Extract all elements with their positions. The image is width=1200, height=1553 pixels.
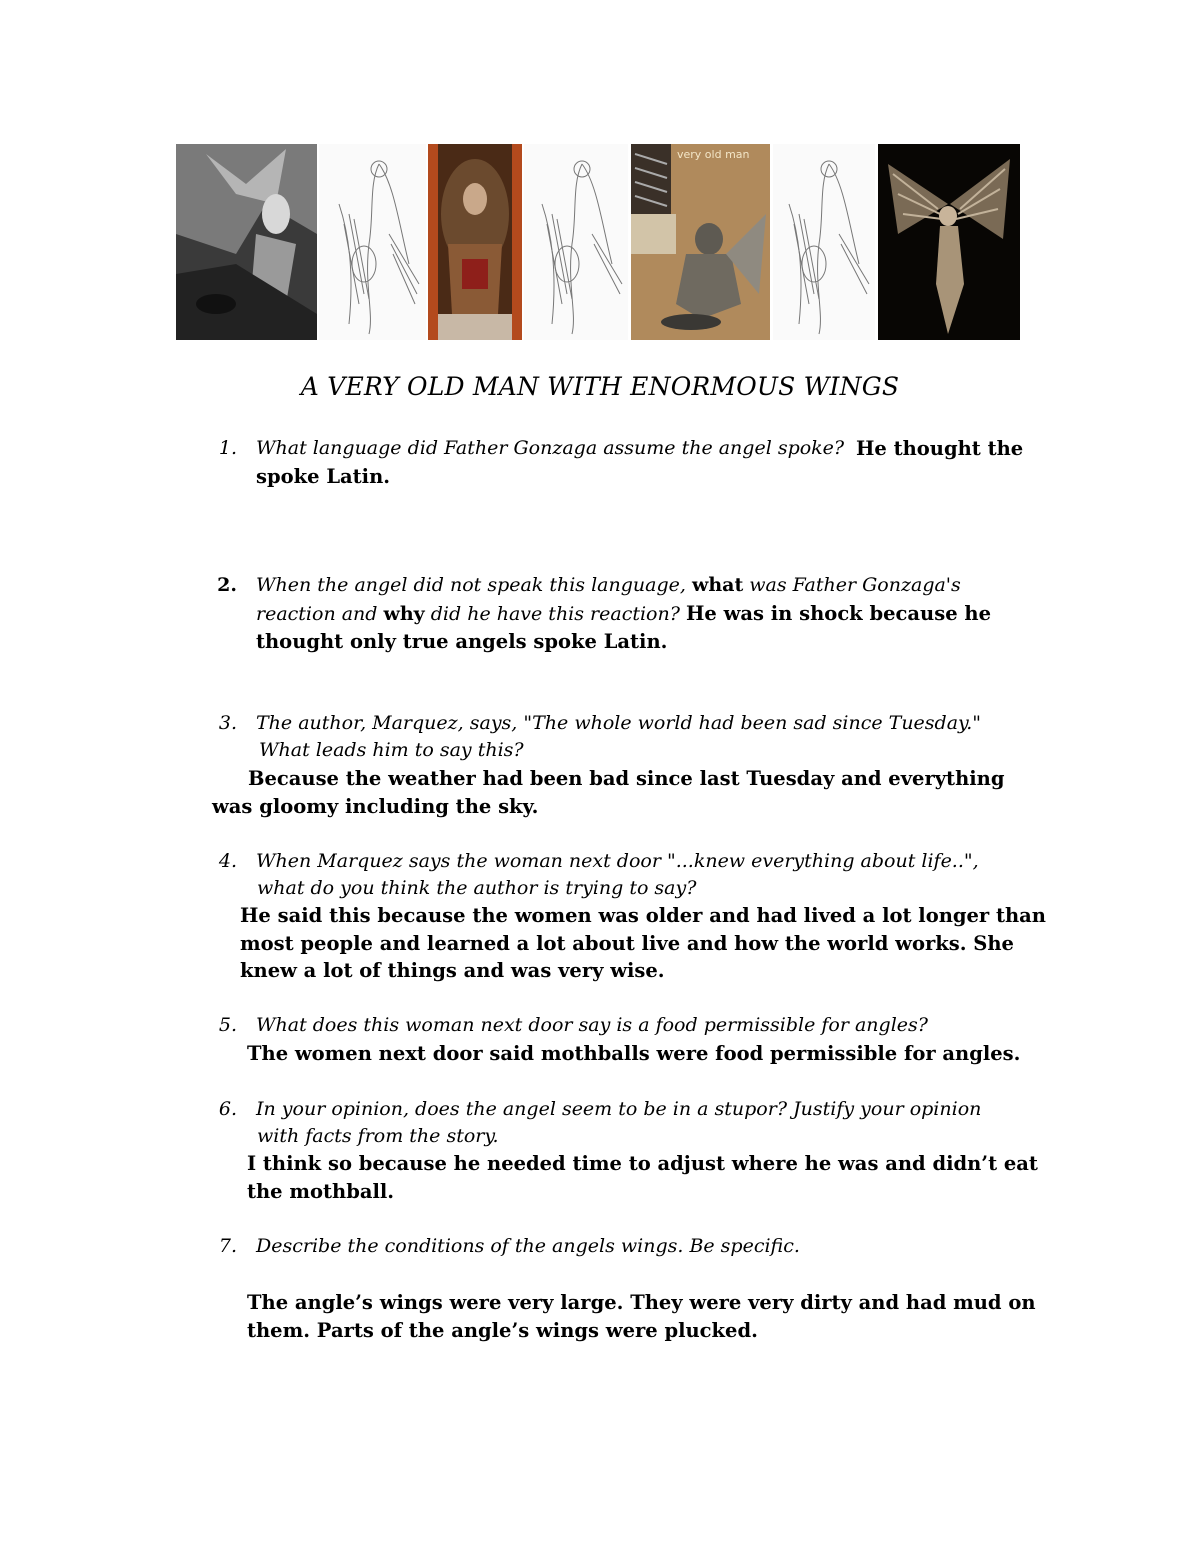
banner-image-strip	[176, 144, 1020, 340]
question-text: When Marquez says the woman next door "...knew everything about life..",	[256, 850, 979, 872]
illustration-brown-feather-figure	[428, 144, 522, 340]
question-number: 5.	[218, 1014, 237, 1036]
question-number: 2.	[217, 574, 237, 596]
answer-text: most people and learned a lot about live and how the world works. She	[240, 932, 1014, 955]
answer-text: them. Parts of the angle’s wings were plucked.	[247, 1319, 758, 1342]
question-text-part: When the angel did not speak this language,	[256, 574, 686, 596]
answer-text: thought only true angels spoke Latin.	[256, 630, 668, 653]
question-text: with facts from the story.	[257, 1125, 499, 1147]
question-number: 6.	[218, 1098, 237, 1120]
banner-caption: very old man	[677, 148, 750, 161]
question-text: What does this woman next door say is a food permissible for angles?	[256, 1014, 928, 1036]
illustration-dark-angel	[176, 144, 317, 340]
illustration-winged-man-sitting	[631, 144, 770, 340]
answer-text: was gloomy including the sky.	[212, 795, 539, 818]
page-title: A VERY OLD MAN WITH ENORMOUS WINGS	[300, 372, 900, 401]
answer-text: He was in shock because he	[685, 602, 991, 625]
question-emphasis: why	[383, 603, 425, 625]
illustration-angel-sketch	[319, 144, 426, 340]
answer-text: Because the weather had been bad since last Tuesday and everything	[248, 767, 1005, 790]
question-text: What leads him to say this?	[259, 739, 524, 761]
question-text: Describe the conditions of the angels wings. Be specific.	[256, 1235, 800, 1257]
question-emphasis: what	[691, 574, 744, 596]
question-text-part: was Father Gonzaga's	[749, 574, 961, 596]
answer-text: The angle’s wings were very large. They were very dirty and had mud on	[247, 1291, 1036, 1314]
question-text: The author, Marquez, says, "The whole world had been sad since Tuesday."	[256, 712, 982, 734]
illustration-winged-figure-dark	[878, 144, 1020, 340]
answer-text: He thought the	[856, 437, 1024, 460]
question-text: In your opinion, does the angel seem to be in a stupor? Justify your opinion	[256, 1098, 982, 1120]
question-text-part: reaction and	[256, 603, 378, 625]
illustration-angel-sketch-3	[773, 144, 875, 340]
question-number: 7.	[218, 1235, 237, 1257]
question-number: 4.	[218, 850, 237, 872]
illustration-angel-sketch-2	[524, 144, 628, 340]
answer-text: spoke Latin.	[256, 465, 391, 488]
question-text-part: did he have this reaction?	[430, 603, 680, 625]
question-number: 1.	[218, 437, 237, 459]
answer-text: knew a lot of things and was very wise.	[240, 959, 665, 982]
question-text	[256, 572, 961, 600]
answer-text: The women next door said mothballs were food permissible for angles.	[247, 1042, 1021, 1065]
question-text: what do you think the author is trying to say?	[257, 877, 697, 899]
answer-text: I think so because he needed time to adjust where he was and didn’t eat	[247, 1152, 1038, 1175]
question-text: What language did Father Gonzaga assume the angel spoke?	[256, 437, 845, 459]
answer-text: the mothball.	[247, 1180, 395, 1203]
answer-text: He said this because the women was older and had lived a lot longer than	[240, 904, 1046, 927]
question-number: 3.	[218, 712, 237, 734]
question-text	[256, 600, 991, 629]
